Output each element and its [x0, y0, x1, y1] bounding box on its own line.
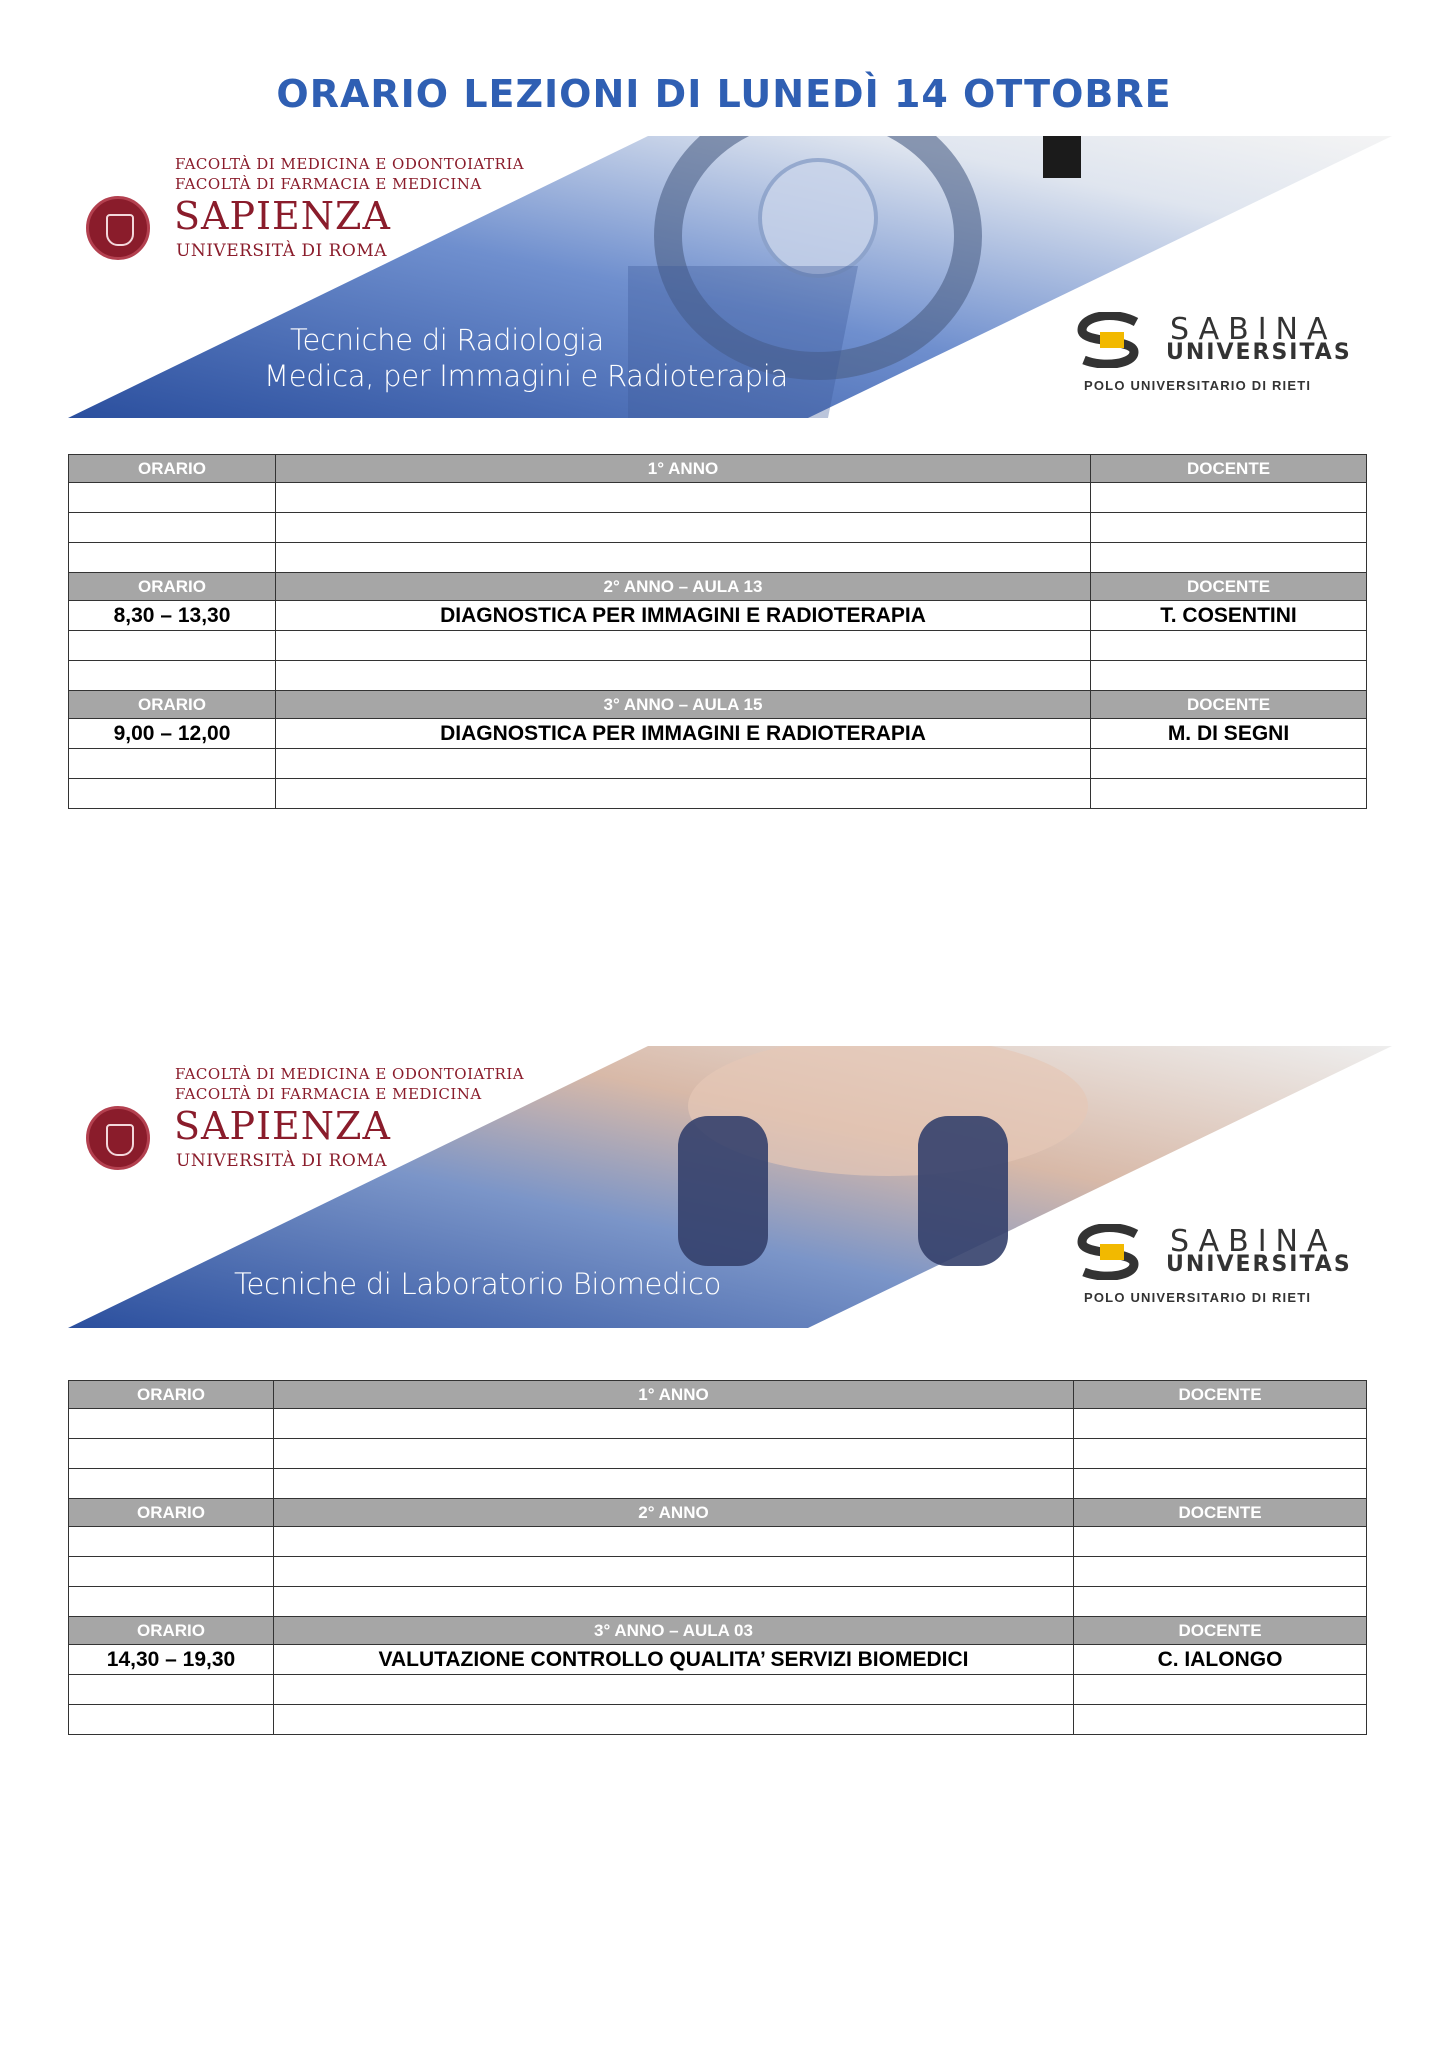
table-row [69, 1469, 1367, 1499]
cell-course: DIAGNOSTICA PER IMMAGINI E RADIOTERAPIA [276, 601, 1091, 631]
table-row [69, 1439, 1367, 1469]
table-row [69, 483, 1367, 513]
section-header-row [69, 1617, 1367, 1645]
cell-orario [69, 749, 276, 779]
column-header-docente: DOCENTE [1074, 1381, 1367, 1409]
course-line-1: Tecniche di Laboratorio Biomedico [234, 1267, 722, 1301]
column-header-orario: ORARIO [69, 691, 276, 719]
sabina-s-icon [1074, 1224, 1146, 1280]
cell-orario [69, 1409, 274, 1439]
column-header-orario: ORARIO [69, 455, 276, 483]
column-header-orario: ORARIO [69, 1381, 274, 1409]
cell-orario [69, 661, 276, 691]
page-title: ORARIO LEZIONI DI LUNEDÌ 14 OTTOBRE [276, 72, 1172, 116]
column-header-orario: ORARIO [69, 573, 276, 601]
column-header-docente: DOCENTE [1091, 691, 1367, 719]
cell-docente [1091, 543, 1367, 573]
schedule-table-radiologia [68, 454, 1367, 809]
table-row [69, 779, 1367, 809]
cell-orario [69, 631, 276, 661]
cell-docente [1074, 1469, 1367, 1499]
column-header-orario: ORARIO [69, 1499, 274, 1527]
cell-orario: 9,00 – 12,00 [69, 719, 276, 749]
faculty-line-1: FACOLTÀ DI MEDICINA E ODONTOIATRIA [175, 1065, 525, 1083]
cell-docente: M. DI SEGNI [1091, 719, 1367, 749]
sabina-word-2: UNIVERSITAS [1166, 340, 1352, 365]
table-row [69, 513, 1367, 543]
cell-orario: 14,30 – 19,30 [69, 1645, 274, 1675]
university-name: SAPIENZA [174, 1104, 391, 1148]
cell-docente [1074, 1527, 1367, 1557]
table-row [69, 1409, 1367, 1439]
sabina-word-1: SABINA [1170, 312, 1337, 347]
faculty-line-1: FACOLTÀ DI MEDICINA E ODONTOIATRIA [175, 155, 525, 173]
column-header-docente: DOCENTE [1074, 1499, 1367, 1527]
course-line-2: Medica, per Immagini e Radioterapia [264, 359, 789, 393]
cell-orario [69, 1527, 274, 1557]
cell-docente [1091, 749, 1367, 779]
cell-course [276, 779, 1091, 809]
table-row [69, 601, 1367, 631]
table-row [69, 1675, 1367, 1705]
cell-docente [1091, 631, 1367, 661]
cell-course [276, 513, 1091, 543]
column-header-year: 1° ANNO [274, 1381, 1074, 1409]
table-row [69, 631, 1367, 661]
table-row [69, 749, 1367, 779]
course-title [234, 1266, 721, 1302]
sapienza-seal-icon [86, 1106, 150, 1170]
table-row [69, 1557, 1367, 1587]
course-title [264, 322, 788, 394]
cell-course [274, 1675, 1074, 1705]
cell-docente [1091, 661, 1367, 691]
section-header-row [69, 1381, 1367, 1409]
cell-course: VALUTAZIONE CONTROLLO QUALITA’ SERVIZI BIOMEDICI [274, 1645, 1074, 1675]
table-row [69, 1645, 1367, 1675]
sabina-s-icon [1074, 312, 1146, 368]
sapienza-seal-icon [86, 196, 150, 260]
cell-orario [69, 1587, 274, 1617]
faculty-names [175, 154, 524, 194]
column-header-orario: ORARIO [69, 1617, 274, 1645]
cell-course [274, 1705, 1074, 1735]
cell-course [276, 631, 1091, 661]
university-name: SAPIENZA [174, 194, 391, 238]
section-header-row [69, 691, 1367, 719]
column-header-year: 2° ANNO – AULA 13 [276, 573, 1091, 601]
university-sub: UNIVERSITÀ DI ROMA [176, 1151, 388, 1171]
cell-orario [69, 513, 276, 543]
cell-orario [69, 1557, 274, 1587]
cell-course [274, 1527, 1074, 1557]
section-header-row [69, 455, 1367, 483]
course-line-1: Tecniche di Radiologia [290, 323, 605, 357]
cell-orario [69, 1705, 274, 1735]
cell-course [274, 1557, 1074, 1587]
column-header-year: 1° ANNO [276, 455, 1091, 483]
cell-orario [69, 1469, 274, 1499]
table-row [69, 1705, 1367, 1735]
cell-course [276, 661, 1091, 691]
university-sub: UNIVERSITÀ DI ROMA [176, 241, 388, 261]
cell-orario [69, 1675, 274, 1705]
cell-course [274, 1409, 1074, 1439]
cell-course [274, 1439, 1074, 1469]
cell-orario: 8,30 – 13,30 [69, 601, 276, 631]
cell-docente [1074, 1587, 1367, 1617]
cell-course [274, 1469, 1074, 1499]
cell-docente [1074, 1675, 1367, 1705]
cell-docente [1074, 1705, 1367, 1735]
column-header-docente: DOCENTE [1091, 455, 1367, 483]
faculty-line-2: FACOLTÀ DI FARMACIA E MEDICINA [175, 175, 482, 193]
cell-orario [69, 779, 276, 809]
cell-docente: T. COSENTINI [1091, 601, 1367, 631]
column-header-year: 2° ANNO [274, 1499, 1074, 1527]
table-row [69, 1527, 1367, 1557]
cell-orario [69, 1439, 274, 1469]
table-row [69, 719, 1367, 749]
cell-course [276, 483, 1091, 513]
banner-laboratorio [68, 1046, 1392, 1328]
column-header-docente: DOCENTE [1091, 573, 1367, 601]
faculty-names [175, 1064, 524, 1104]
cell-docente [1091, 513, 1367, 543]
cell-orario [69, 483, 276, 513]
table-row [69, 1587, 1367, 1617]
schedule-table-laboratorio [68, 1380, 1367, 1735]
cell-docente [1091, 779, 1367, 809]
faculty-line-2: FACOLTÀ DI FARMACIA E MEDICINA [175, 1085, 482, 1103]
table-row [69, 661, 1367, 691]
sabina-tagline: POLO UNIVERSITARIO DI RIETI [1084, 1290, 1312, 1305]
sabina-word-1: SABINA [1170, 1224, 1337, 1259]
sabina-word-2: UNIVERSITAS [1166, 1252, 1352, 1277]
column-header-docente: DOCENTE [1074, 1617, 1367, 1645]
cell-course [276, 543, 1091, 573]
cell-docente [1074, 1409, 1367, 1439]
cell-docente [1074, 1557, 1367, 1587]
sabina-tagline: POLO UNIVERSITARIO DI RIETI [1084, 378, 1312, 393]
banner-radiologia [68, 136, 1392, 418]
cell-course [274, 1587, 1074, 1617]
cell-course [276, 749, 1091, 779]
cell-docente: C. IALONGO [1074, 1645, 1367, 1675]
section-header-row [69, 1499, 1367, 1527]
cell-course: DIAGNOSTICA PER IMMAGINI E RADIOTERAPIA [276, 719, 1091, 749]
table-row [69, 543, 1367, 573]
cell-docente [1074, 1439, 1367, 1469]
column-header-year: 3° ANNO – AULA 03 [274, 1617, 1074, 1645]
column-header-year: 3° ANNO – AULA 15 [276, 691, 1091, 719]
section-header-row [69, 573, 1367, 601]
cell-orario [69, 543, 276, 573]
cell-docente [1091, 483, 1367, 513]
